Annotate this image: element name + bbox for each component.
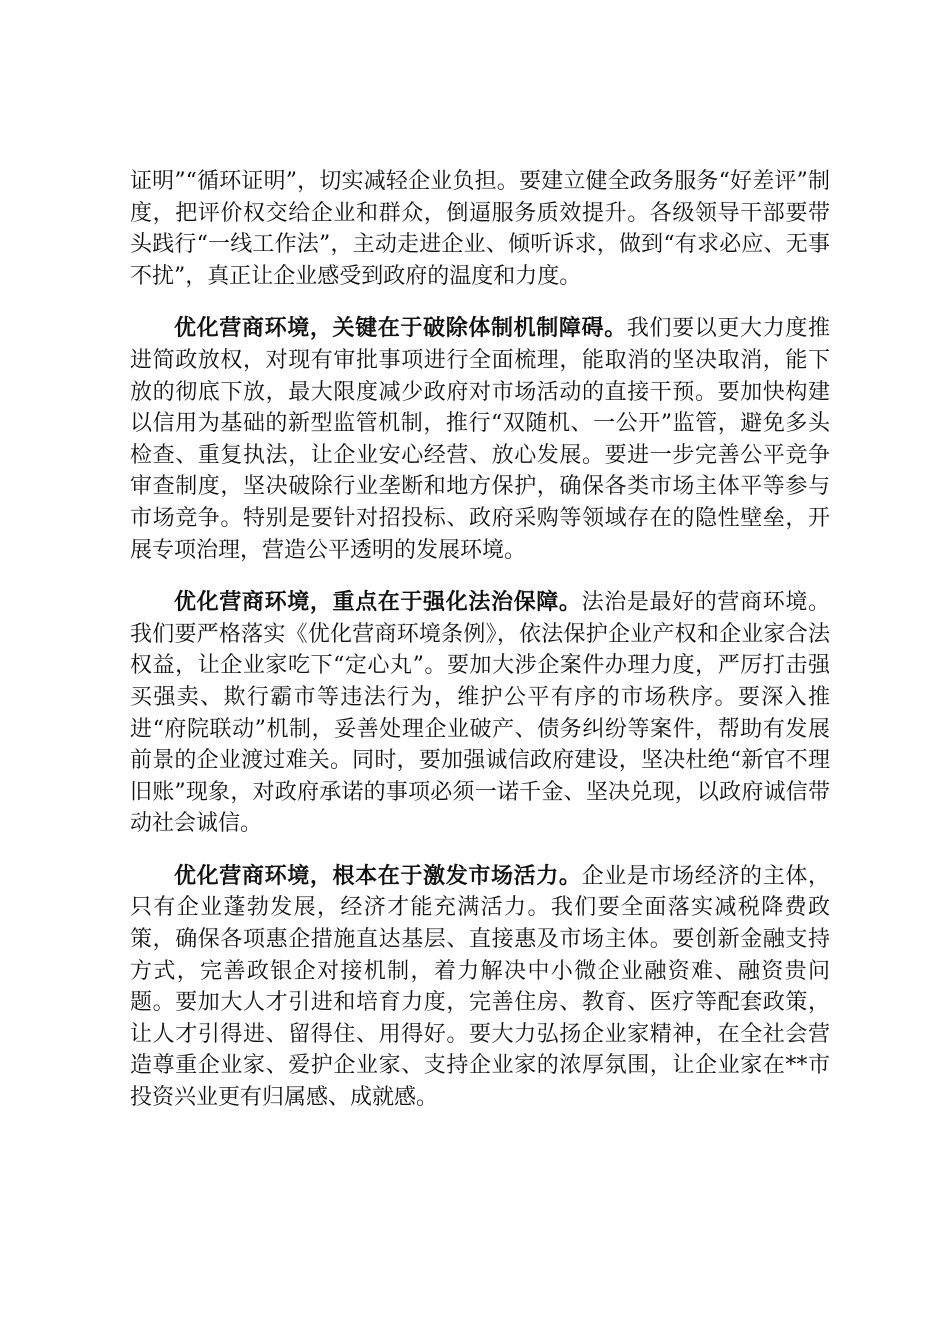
paragraph-lead: 优化营商环境，根本在于激发市场活力。	[174, 862, 582, 889]
paragraph-institutional-barriers	[130, 313, 830, 566]
paragraph-rule-of-law	[130, 587, 830, 840]
paragraph-body: 我们要以更大力度推进简政放权，对现有审批事项进行全面梳理，能取消的坚决取消，能下放的彻底下放，最大限度减少政府对市场活动的直接干预。要加快构建以信用为基础的新型监管机制，推行“双随机、一公开”监管，避免多头检查、重复执法，让企业安心经营、放心发展。要进一步完善公平竞争审查制度，坚决破除行业垄断和地方保护，确保各类市场主体平等参与市场竞争。特别是要针对招投标、政府采购等领域存在的隐性壁垒，开展专项治理，营造公平透明的发展环境。	[130, 316, 830, 563]
paragraph-body: 企业是市场经济的主体，只有企业蓬勃发展，经济才能充满活力。我们要全面落实减税降费政策，确保各项惠企措施直达基层、直接惠及市场主体。要创新金融支持方式，完善政银企对接机制，着力解决中小微企业融资难、融资贵问题。要加大人才引进和培育力度，完善住房、教育、医疗等配套政策，让人才引得进、留得住、用得好。要大力弘扬企业家精神，在全社会营造尊重企业家、爱护企业家、支持企业家的浓厚氛围，让企业家在**市投资兴业更有归属感、成就感。	[130, 863, 830, 1111]
paragraph-lead: 优化营商环境，重点在于强化法治保障。	[174, 589, 582, 616]
paragraph-lead: 优化营商环境，关键在于破除体制机制障碍。	[174, 315, 627, 342]
paragraph-body: 证明”“循环证明”，切实减轻企业负担。要建立健全政务服务“好差评”制度，把评价权交给企业和群众，倒逼服务质效提升。各级领导干部要带头践行“一线工作法”，主动走进企业、倾听诉求，做到“有求必应、无事不扰”，真正让企业感受到政府的温度和力度。	[130, 169, 830, 289]
paragraph-continuation	[130, 166, 830, 292]
paragraph-body: 法治是最好的营商环境。我们要严格落实《优化营商环境条例》，依法保护企业产权和企业家合法权益，让企业家吃下“定心丸”。要加大涉企案件办理力度，严厉打击强买强卖、欺行霸市等违法行为，维护公平有序的市场秩序。要深入推进“府院联动”机制，妥善处理企业破产、债务纠纷等案件，帮助有发展前景的企业渡过难关。同时，要加强诚信政府建设，坚决杜绝“新官不理旧账”现象，对政府承诺的事项必须一诺千金、坚决兑现，以政府诚信带动社会诚信。	[130, 590, 830, 837]
document-page	[130, 166, 830, 1114]
paragraph-market-vitality	[130, 861, 830, 1114]
